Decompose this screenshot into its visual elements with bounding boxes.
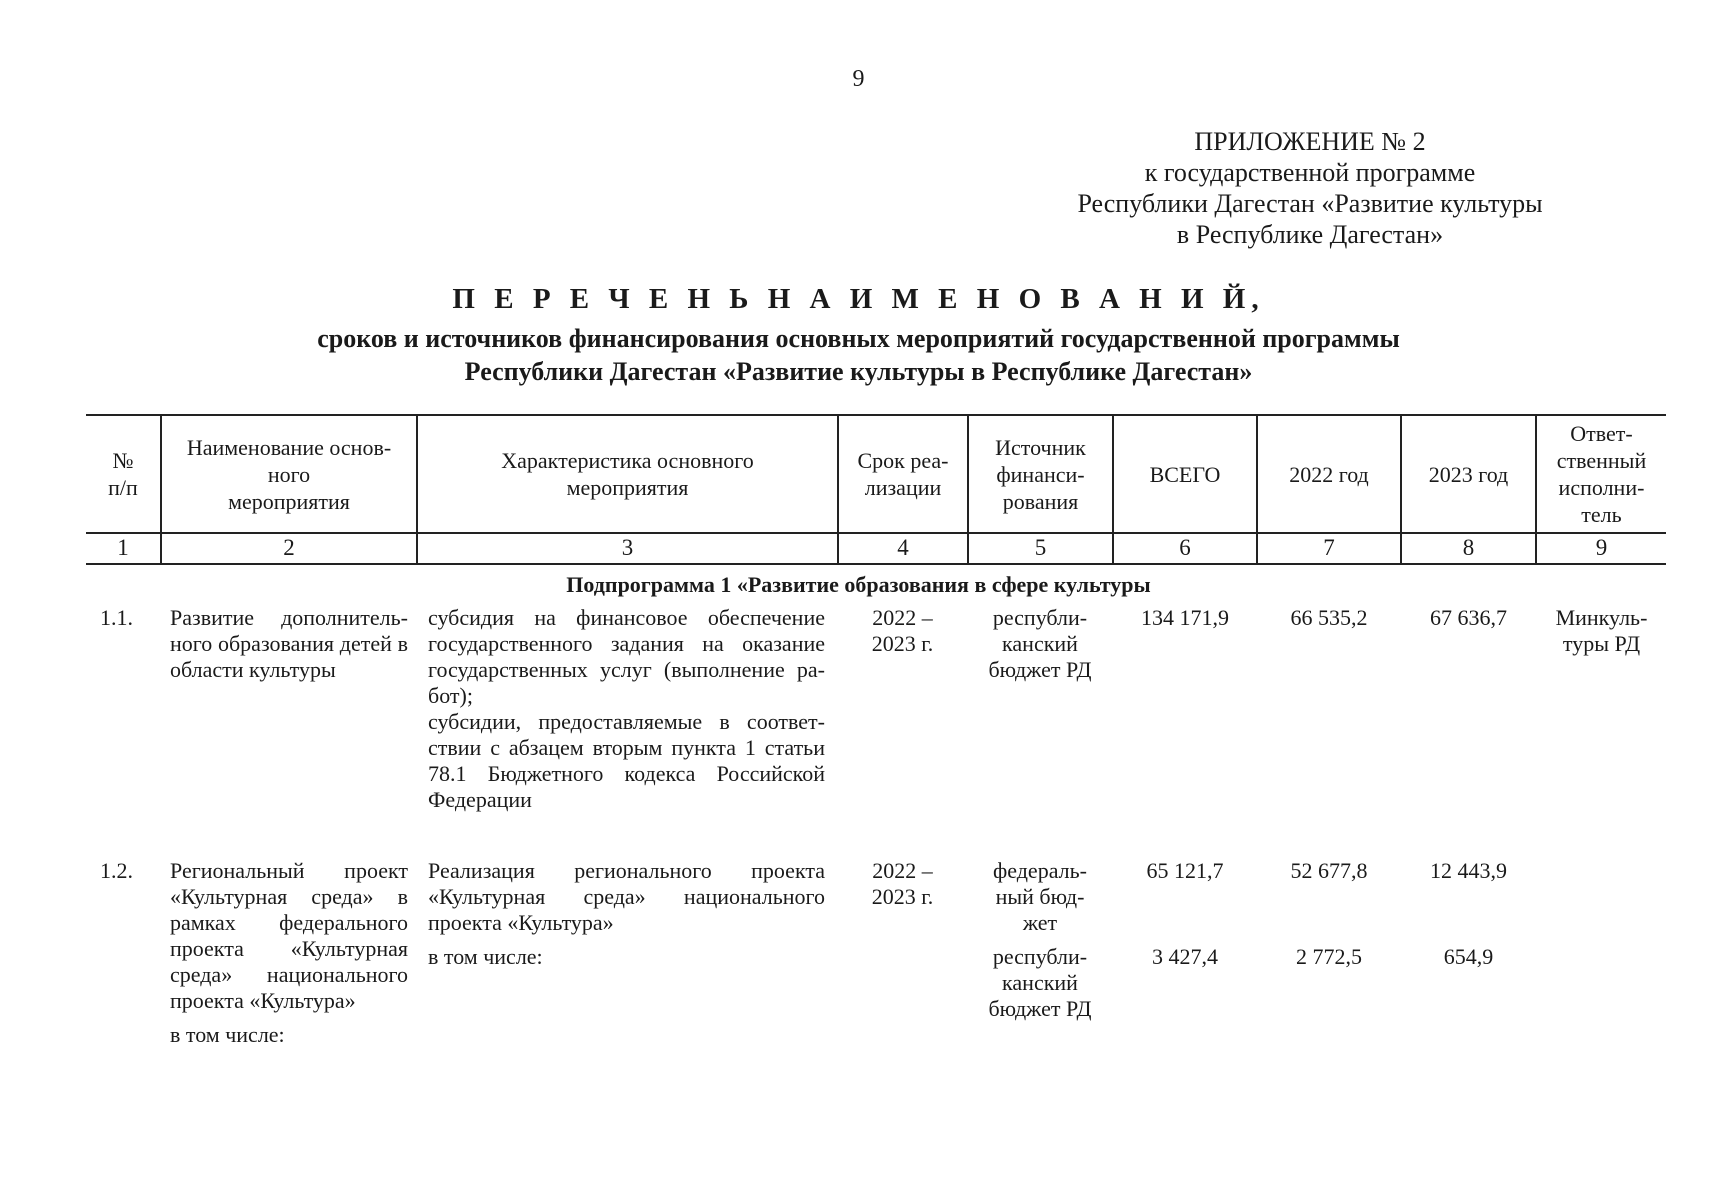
row-description: субсидия на финансовое обеспечение государственного задания на оказание государственных услуг (выполнение ра-бот); субсидии, предоставляемые в соответ-ствии с абзацем вторым пункта 1 статьи 78.1 Бюджетного кодекса Российской Федерации bbox=[428, 605, 825, 812]
subprogram-heading: Подпрограмма 1 «Развитие образования в сфере культуры bbox=[566, 572, 1151, 597]
row-total: 65 121,7 bbox=[1146, 858, 1224, 883]
page-number: 9 bbox=[852, 66, 865, 92]
subtitle-line-1: сроков и источников финансирования основных мероприятий государственной программы bbox=[317, 324, 1400, 353]
appendix-line-3: Республики Дагестан «Развитие культуры bbox=[1077, 189, 1543, 218]
subtitle-line-2: Республики Дагестан «Развитие культуры в Республике Дагестан» bbox=[464, 357, 1253, 386]
column-number: 5 bbox=[1034, 535, 1047, 560]
header-2023: 2023 год bbox=[1428, 461, 1509, 487]
row-funding-source: республи- канский бюджет РД bbox=[988, 944, 1092, 1021]
row-period: 2022 – 2023 г. bbox=[871, 858, 934, 909]
column-number: 6 bbox=[1179, 535, 1191, 560]
column-number: 1 bbox=[117, 535, 129, 560]
row-2023: 12 443,9 bbox=[1430, 858, 1507, 883]
appendix-line-2: к государственной программе bbox=[1144, 158, 1476, 187]
row-total: 3 427,4 bbox=[1152, 944, 1218, 969]
row-total: 134 171,9 bbox=[1141, 605, 1229, 630]
row-name: Региональный проект «Культурная среда» в рамках федерального проекта «Культурная среда» национального проекта «Культура» bbox=[170, 858, 408, 1013]
header-name: Наименование основ- ного мероприятия bbox=[186, 434, 392, 514]
row-number: 1.1. bbox=[100, 605, 133, 630]
row-number: 1.2. bbox=[100, 858, 133, 883]
document-subtitle bbox=[0, 322, 1717, 388]
document-title: П Е Р Е Ч Е Н Ь Н А И М Е Н О В А Н И Й, bbox=[452, 283, 1265, 315]
row-responsible: Минкуль- туры РД bbox=[1555, 605, 1648, 656]
row-2022: 66 535,2 bbox=[1290, 605, 1368, 630]
row-period: 2022 – 2023 г. bbox=[871, 605, 934, 656]
row-name: Развитие дополнитель-ного образования детей в области культуры bbox=[170, 605, 408, 682]
appendix-block bbox=[1000, 126, 1620, 250]
appendix-line-1: ПРИЛОЖЕНИЕ № 2 bbox=[1194, 127, 1426, 156]
header-responsible: Ответ- ственный исполни- тель bbox=[1556, 421, 1647, 527]
header-description: Характеристика основного мероприятия bbox=[501, 448, 754, 500]
row-funding-source: республи- канский бюджет РД bbox=[988, 605, 1092, 682]
row-2023: 654,9 bbox=[1443, 944, 1494, 969]
row-2023: 67 636,7 bbox=[1430, 605, 1507, 630]
column-number: 9 bbox=[1595, 535, 1608, 560]
row-2022: 52 677,8 bbox=[1290, 858, 1368, 883]
row-description: Реализация регионального проекта «Культурная среда» национального проекта «Культура» bbox=[428, 858, 825, 935]
appendix-line-4: в Республике Дагестан» bbox=[1176, 220, 1444, 249]
column-number: 3 bbox=[621, 535, 634, 560]
row-description-tail: в том числе: bbox=[428, 944, 543, 969]
column-number: 4 bbox=[897, 535, 909, 560]
header-total: ВСЕГО bbox=[1149, 461, 1221, 487]
header-2022: 2022 год bbox=[1289, 461, 1369, 487]
column-number: 8 bbox=[1462, 535, 1475, 560]
column-numbers-bottom-border bbox=[86, 563, 1666, 565]
row-2022: 2 772,5 bbox=[1296, 944, 1362, 969]
row-funding-source: федераль- ный бюд- жет bbox=[993, 858, 1087, 935]
row-name-tail: в том числе: bbox=[170, 1022, 285, 1047]
header-period: Срок реа- лизации bbox=[857, 448, 949, 500]
column-number: 7 bbox=[1323, 535, 1335, 560]
header-source: Источник финанси- рования bbox=[995, 434, 1086, 514]
header-number: № п/п bbox=[108, 448, 138, 500]
column-number: 2 bbox=[283, 535, 295, 560]
